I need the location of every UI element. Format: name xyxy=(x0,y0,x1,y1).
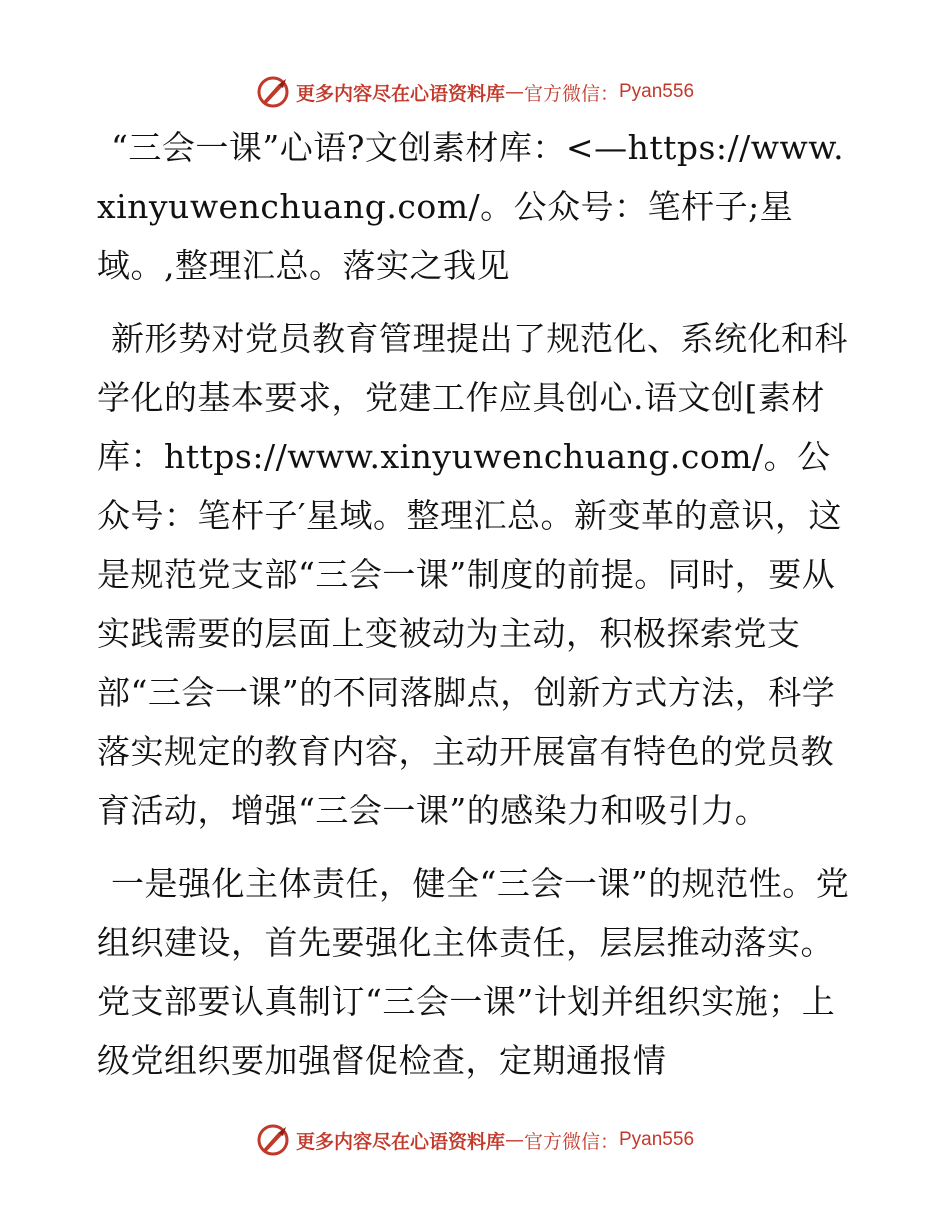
watermark-contact-label: 官方微信： xyxy=(523,82,619,105)
watermark-brand-text: 更多内容尽在心语资料库 xyxy=(295,82,505,105)
watermark-separator: — xyxy=(504,81,524,103)
watermark-separator: — xyxy=(504,1129,524,1151)
feather-pen-logo-icon xyxy=(256,1123,290,1157)
watermark-footer xyxy=(0,1120,950,1160)
watermark-brand-text: 更多内容尽在心语资料库 xyxy=(295,1130,505,1153)
paragraph-title: “三会一课”心语?文创素材库：<—https://www.xinyuwenchuang.com/。公众号：笔杆子;星域。,整理汇总。落实之我见 xyxy=(97,128,845,285)
watermark-header xyxy=(0,72,950,112)
watermark-contact-label: 官方微信： xyxy=(523,1130,619,1153)
feather-pen-logo-icon xyxy=(256,75,290,109)
watermark-contact-value: Pyan556 xyxy=(619,81,695,102)
document-body xyxy=(97,118,857,1104)
paragraph-intro: 新形势对党员教育管理提出了规范化、系统化和科学化的基本要求，党建工作应具创心.语文创[素材库：https://www.xinyuwenchuang.com/。公众号：笔杆子′星域。整理汇总。新变革的意识，这是规范党支部“三会一课”制度的前提。同时，要从实践需要的层面上变被动为主动，积极探索党支部“三会一课”的不同落脚点，创新方式方法，科学落实规定的教育内容，主动开展富有特色的党员教育活动，增强“三会一课”的感染力和吸引力。 xyxy=(97,319,848,830)
watermark-contact-value: Pyan556 xyxy=(619,1129,695,1150)
paragraph-point-one: 一是强化主体责任，健全“三会一课”的规范性。党组织建设，首先要强化主体责任，层层推动落实。党支部要认真制订“三会一课”计划并组织实施；上级党组织要加强督促检查，定期通报情 xyxy=(97,864,850,1080)
